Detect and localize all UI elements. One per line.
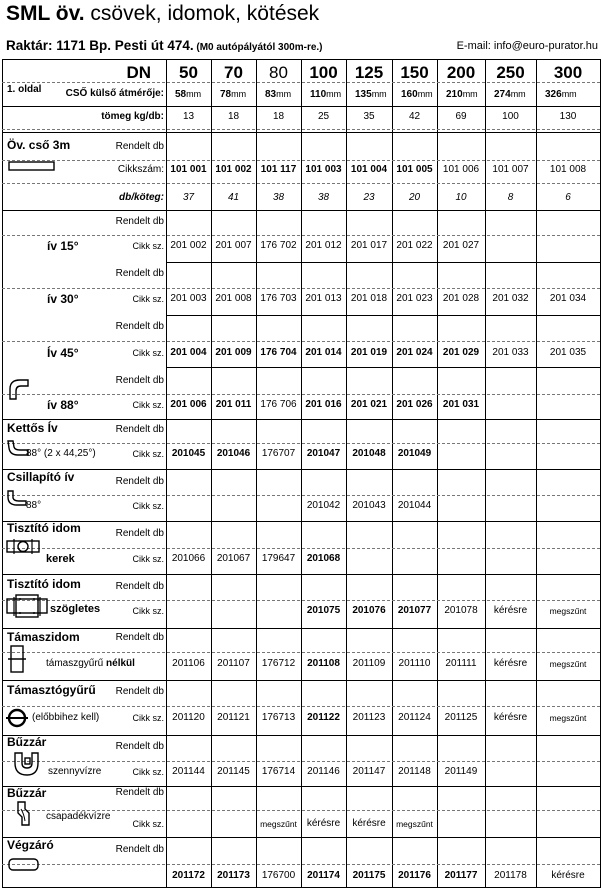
- article-code: 201 027: [442, 240, 480, 251]
- article-code: 201075: [306, 605, 341, 616]
- section-divider: [2, 628, 600, 629]
- article-code: 201 024: [396, 347, 433, 358]
- section-divider: [2, 735, 600, 736]
- document-title: [6, 2, 319, 26]
- unit: mm: [462, 89, 478, 99]
- article-code: 201 004: [170, 347, 207, 358]
- article-code: 176 706: [260, 399, 297, 410]
- article-code: 201123: [352, 712, 386, 723]
- article-code-label: Cikkszám:: [117, 164, 164, 175]
- product-subtitle: szennyvízre: [48, 766, 102, 777]
- article-code: 101 006: [442, 164, 480, 175]
- article-code: 201 013: [305, 293, 342, 304]
- row-separator: [2, 341, 600, 342]
- outer-diameter: [545, 90, 577, 100]
- row-separator: [2, 183, 600, 184]
- product-name: Támaszidom: [7, 630, 80, 644]
- article-code: 201 035: [549, 347, 587, 358]
- outer-diameter: [401, 90, 433, 100]
- section-divider: [166, 262, 600, 263]
- product-name: Tisztító idom: [7, 521, 81, 535]
- article-code: 201 028: [442, 293, 480, 304]
- ordered-qty-label: Rendelt db: [115, 141, 164, 152]
- article-code: 176700: [261, 870, 296, 881]
- article-code: kérésre: [352, 818, 386, 829]
- ordered-qty-label: Rendelt db: [115, 787, 164, 798]
- ordered-qty-label: Rendelt db: [115, 632, 164, 643]
- section-divider: [166, 367, 600, 368]
- article-code-label: Cikk sz.: [132, 605, 164, 616]
- outer-diameter-value: 160: [401, 89, 418, 100]
- article-code: 201109: [352, 658, 386, 669]
- outer-diameter-value: 210: [446, 89, 463, 100]
- product-name: Kettős Ív: [7, 421, 58, 435]
- row-separator: [2, 864, 600, 865]
- unit: mm: [417, 89, 433, 99]
- product-name: Bűzzár: [7, 786, 47, 800]
- article-code: 201067: [216, 553, 251, 564]
- article-code: 201046: [216, 448, 251, 459]
- weight-value: 42: [408, 111, 421, 122]
- dn-value: 300: [553, 62, 583, 82]
- dn-value: 50: [179, 62, 198, 82]
- article-code: 201 021: [350, 399, 388, 410]
- article-code: 201122: [307, 712, 340, 723]
- article-code: 201 016: [305, 399, 342, 410]
- ordered-qty-label: Rendelt db: [115, 741, 164, 752]
- article-code-label: Cikk sz.: [132, 500, 164, 511]
- article-code: 201121: [217, 712, 250, 723]
- row-separator: [2, 600, 600, 601]
- article-code: 176707: [261, 448, 296, 459]
- ordered-qty-label: Rendelt db: [115, 375, 164, 386]
- support-fitting-icon: [8, 645, 28, 673]
- price-table: [2, 59, 600, 888]
- damping-bend-icon: [6, 489, 28, 507]
- article-code: kérésre: [551, 870, 585, 881]
- article-code-label: Cikk sz.: [132, 240, 164, 251]
- warehouse-note: (M0 autópályától 300m-re.): [193, 42, 323, 53]
- product-name: ív 88°: [47, 398, 79, 412]
- outer-diameter: [355, 90, 387, 100]
- article-code: 201 018: [350, 293, 388, 304]
- product-subtitle: csapadékvízre: [46, 811, 111, 822]
- article-code: 201 031: [442, 399, 480, 410]
- outer-diameter-value: 326: [545, 89, 562, 100]
- article-code: 101 005: [396, 164, 433, 175]
- ordered-qty-label: Rendelt db: [115, 476, 164, 487]
- header-separator: [2, 106, 600, 107]
- article-code: 201 002: [170, 240, 207, 251]
- product-subtitle: szögletes: [50, 602, 101, 615]
- weight-value: 69: [455, 111, 467, 122]
- article-code: 201048: [352, 448, 386, 459]
- weight-label: tömeg kg/db:: [101, 111, 164, 122]
- row-separator: [2, 394, 600, 395]
- dn-value: 125: [354, 62, 384, 82]
- article-code-label: Cikk sz.: [132, 712, 164, 723]
- warehouse-address: [6, 38, 323, 53]
- outer-diameter: [446, 90, 478, 100]
- weight-value: 13: [182, 111, 195, 122]
- outer-diameter-value: 83: [265, 89, 277, 100]
- column-divider: [600, 59, 601, 888]
- unit: mm: [561, 89, 577, 99]
- contact-email: E-mail: info@euro-purator.hu: [456, 40, 598, 52]
- article-code: 201111: [445, 658, 477, 669]
- round-cleanout-icon: [6, 538, 42, 556]
- section-divider: [2, 574, 600, 575]
- square-cleanout-icon: [6, 594, 48, 620]
- ordered-qty-label: Rendelt db: [115, 268, 164, 279]
- article-code: 201176: [398, 870, 431, 881]
- article-code: 201144: [172, 766, 205, 777]
- article-code: 201 017: [350, 240, 388, 251]
- article-code: 101 001: [170, 164, 207, 175]
- article-code: kérésre: [493, 658, 528, 669]
- product-name: ív 30°: [47, 292, 79, 306]
- article-code: 201078: [444, 605, 478, 616]
- bundle-qty: 37: [182, 192, 195, 203]
- outer-diameter: [310, 90, 341, 100]
- article-code: 201044: [397, 500, 432, 511]
- article-code: 176 702: [260, 240, 297, 251]
- outer-diameter-value: 58: [175, 89, 187, 100]
- article-code: 201172: [172, 870, 205, 881]
- end-cap-icon: [8, 858, 40, 872]
- article-code: megszűnt: [549, 658, 587, 669]
- article-code: 201145: [217, 766, 250, 777]
- outer-diameter-value: 110: [310, 89, 327, 100]
- article-code-label: Cikk sz.: [132, 553, 164, 564]
- waste-trap-icon: [12, 751, 42, 779]
- dn-value: 250: [496, 62, 525, 82]
- article-code: megszűnt: [549, 712, 587, 723]
- weight-value: 100: [502, 111, 519, 122]
- unit: mm: [371, 89, 387, 99]
- article-code: megszűnt: [396, 818, 433, 829]
- row-separator: [2, 495, 600, 496]
- article-code: 201178: [494, 870, 527, 881]
- section-divider: [2, 419, 600, 420]
- row-separator: [2, 160, 600, 161]
- article-code: 101 004: [350, 164, 388, 175]
- article-code: 201107: [217, 658, 250, 669]
- bundle-qty: 38: [272, 192, 285, 203]
- product-subtitle: 88°: [26, 500, 42, 511]
- article-code: 201125: [444, 712, 478, 723]
- article-code: 201076: [352, 605, 386, 616]
- row-separator: [2, 443, 600, 444]
- weight-value: 18: [227, 111, 240, 122]
- article-code-label: Cikk sz.: [132, 766, 164, 777]
- article-code: 201148: [398, 766, 431, 777]
- product-subtitle: (előbbihez kell): [32, 712, 100, 723]
- article-code: 101 002: [215, 164, 252, 175]
- section-divider: [2, 469, 600, 470]
- product-name: Végzáró: [7, 838, 54, 852]
- title-text: csövek, idomok, kötések: [84, 2, 320, 25]
- article-code: 201047: [306, 448, 341, 459]
- section-divider: [2, 786, 600, 787]
- article-code: 201 009: [215, 347, 252, 358]
- article-code: megszűnt: [549, 605, 587, 616]
- article-code: kérésre: [493, 605, 528, 616]
- article-code: 201 014: [305, 347, 342, 358]
- article-code: 201 034: [549, 293, 587, 304]
- support-ring-icon: [6, 707, 28, 729]
- page-number: 1. oldal: [7, 84, 42, 95]
- dn-value: 100: [309, 62, 338, 82]
- article-code: 201 008: [215, 293, 252, 304]
- article-code: 201 007: [215, 240, 252, 251]
- outer-diameter-value: 78: [220, 89, 232, 100]
- weight-value: 35: [363, 111, 375, 122]
- ordered-qty-label: Rendelt db: [115, 216, 164, 227]
- article-code: 201124: [398, 712, 431, 723]
- article-code: 201045: [171, 448, 206, 459]
- article-code: 101 007: [492, 164, 529, 175]
- article-code: 201177: [444, 870, 478, 881]
- unit: mm: [276, 89, 292, 99]
- article-code: 201 019: [350, 347, 388, 358]
- article-code: 201173: [217, 870, 250, 881]
- row-separator: [2, 548, 600, 549]
- article-code: 201 006: [170, 399, 207, 410]
- pipe-icon: [8, 161, 56, 172]
- dn-value: 200: [446, 62, 476, 82]
- row-separator: [2, 761, 600, 762]
- product-subtitle: kerek: [46, 552, 75, 565]
- dn-label: DN: [126, 62, 151, 82]
- rain-trap-icon: [14, 801, 32, 827]
- article-code: 179647: [261, 553, 296, 564]
- article-code: 201 032: [492, 293, 529, 304]
- dn-value: 70: [224, 62, 243, 82]
- section-divider: [2, 210, 600, 211]
- row-separator: [2, 288, 600, 289]
- product-name: Csillapító ív: [7, 470, 75, 484]
- product-name: Öv. cső 3m: [7, 138, 71, 152]
- article-code: 201042: [306, 500, 341, 511]
- article-code: 176713: [261, 712, 296, 723]
- ordered-qty-label: Rendelt db: [115, 844, 164, 855]
- article-code: 201077: [397, 605, 432, 616]
- outer-diameter: [265, 90, 291, 100]
- weight-value: 18: [272, 111, 285, 122]
- section-divider: [2, 680, 600, 681]
- article-code: 201 029: [442, 347, 480, 358]
- product-subtitle: 88° (2 x 44,25°): [26, 448, 96, 459]
- product-name: Tisztító idom: [7, 577, 81, 591]
- article-code-label: Cikk sz.: [132, 448, 164, 459]
- product-name: Bűzzár: [7, 735, 47, 749]
- article-code: 201146: [307, 766, 340, 777]
- bundle-qty: 8: [507, 192, 514, 203]
- ordered-qty-label: Rendelt db: [115, 424, 164, 435]
- article-code: 201106: [172, 658, 205, 669]
- article-code: 201 022: [396, 240, 433, 251]
- bundle-qty: 10: [455, 192, 467, 203]
- article-code: 201120: [172, 712, 205, 723]
- unit: mm: [510, 89, 526, 99]
- article-code: 201174: [307, 870, 340, 881]
- outer-diameter: [220, 90, 246, 100]
- outer-diameter: [175, 90, 201, 100]
- product-name: Ív 45°: [47, 346, 79, 360]
- article-code: 201066: [171, 553, 206, 564]
- article-code: 176 703: [260, 293, 297, 304]
- section-divider: [166, 315, 600, 316]
- row-separator: [2, 652, 600, 653]
- article-code: 201068: [306, 553, 341, 564]
- ordered-qty-label: Rendelt db: [115, 686, 164, 697]
- ordered-qty-label: Rendelt db: [115, 321, 164, 332]
- outer-diameter-value: 274: [494, 89, 511, 100]
- article-code: kérésre: [306, 818, 341, 829]
- product-name: ív 15°: [47, 239, 79, 253]
- article-code-label: Cikk sz.: [132, 399, 164, 410]
- weight-value: 25: [317, 111, 330, 122]
- article-code: megszűnt: [260, 818, 297, 829]
- row-separator: [2, 235, 600, 236]
- ordered-qty-label: Rendelt db: [115, 581, 164, 592]
- article-code: 101 003: [305, 164, 342, 175]
- elbow-icon: [8, 377, 30, 401]
- bundle-label: db/köteg:: [119, 192, 164, 203]
- product-subtitle: támaszgyűrű nélkül: [46, 658, 135, 669]
- article-code: 201175: [352, 870, 386, 881]
- outer-diameter: [494, 90, 526, 100]
- header-separator: [2, 82, 600, 83]
- bundle-qty: 20: [408, 192, 421, 203]
- article-code-label: Cikk sz.: [132, 347, 164, 358]
- product-subtitle-emphasis: nélkül: [106, 658, 135, 669]
- article-code: 201 023: [396, 293, 433, 304]
- article-code: 201049: [397, 448, 432, 459]
- article-code: 201043: [352, 500, 386, 511]
- section-divider: [2, 521, 600, 522]
- article-code-label: Cikk sz.: [132, 293, 164, 304]
- dn-value: 80: [269, 62, 288, 82]
- article-code: 201 003: [170, 293, 207, 304]
- double-bend-icon: [6, 439, 30, 457]
- ordered-qty-label: Rendelt db: [115, 528, 164, 539]
- brand-name: SML öv.: [6, 2, 85, 25]
- unit: mm: [186, 89, 202, 99]
- article-code: 201 012: [305, 240, 342, 251]
- row-separator: [2, 706, 600, 707]
- article-code: 101 117: [260, 164, 297, 175]
- article-code: 101 008: [549, 164, 587, 175]
- bundle-qty: 38: [317, 192, 330, 203]
- unit: mm: [326, 89, 342, 99]
- article-code: 176 704: [260, 347, 297, 358]
- section-divider: [2, 837, 600, 838]
- article-code: kérésre: [493, 712, 528, 723]
- header-separator: [2, 129, 600, 130]
- article-code: 201147: [352, 766, 386, 777]
- article-code: 201 026: [396, 399, 433, 410]
- bundle-qty: 41: [227, 192, 240, 203]
- article-code-label: Cikk sz.: [132, 818, 164, 829]
- article-code: 201 011: [215, 399, 252, 410]
- outer-diameter-value: 135: [355, 89, 372, 100]
- weight-value: 130: [559, 111, 577, 122]
- diameter-label: CSŐ külső átmérője:: [65, 88, 164, 99]
- article-code: 201108: [307, 658, 340, 669]
- dn-value: 150: [400, 62, 429, 82]
- article-code: 176712: [261, 658, 296, 669]
- article-code: 201110: [398, 658, 431, 669]
- article-code: 201149: [444, 766, 478, 777]
- article-code: 201 033: [492, 347, 529, 358]
- warehouse-text: Raktár: 1171 Bp. Pesti út 474.: [6, 38, 194, 53]
- product-name: Támasztógyűrű: [7, 683, 96, 697]
- header-separator: [2, 132, 600, 133]
- article-code: 176714: [261, 766, 296, 777]
- bundle-qty: 6: [565, 192, 571, 203]
- unit: mm: [231, 89, 247, 99]
- bundle-qty: 23: [363, 192, 375, 203]
